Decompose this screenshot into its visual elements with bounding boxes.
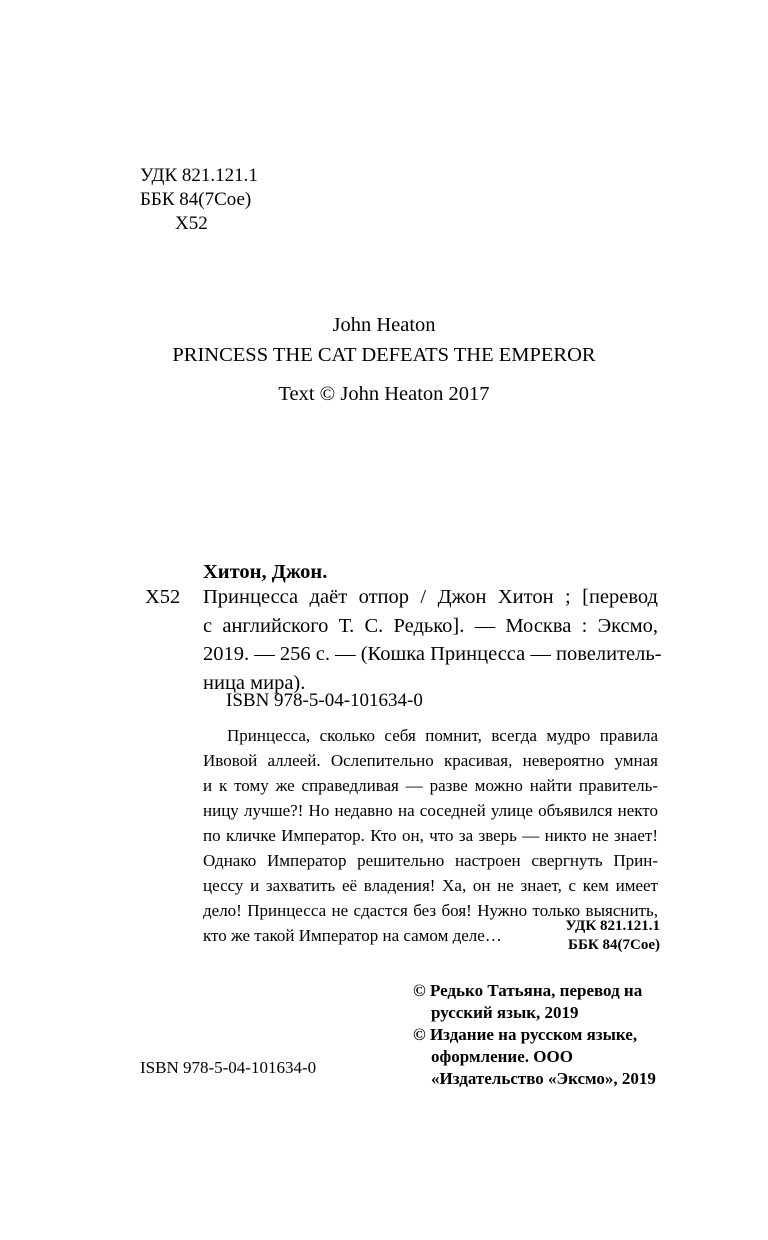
bibliographic-record	[203, 583, 662, 697]
record-line: ница мира).	[203, 671, 306, 694]
annotation-line: и к тому же справедливая — разве можно найти правитель-	[203, 776, 658, 795]
record-line: Принцесса даёт отпор / Джон Хитон ; [перевод	[203, 586, 658, 608]
annotation-line: ницу лучше?! Но недавно на соседней улице объявился некто	[203, 801, 658, 820]
annotation-line: цессу и захватить её владения! Ха, он не знает, с кем имеет	[203, 876, 658, 895]
copyright-line: оформление. ООО	[431, 1047, 573, 1066]
udk-code: УДК 821.121.1	[140, 165, 258, 186]
record-isbn: ISBN 978-5-04-101634-0	[226, 690, 423, 711]
annotation-line: Однако Император решительно настроен свергнуть Прин-	[203, 851, 658, 870]
copyright-block	[413, 980, 656, 1090]
classification-codes-top	[140, 164, 258, 236]
annotation-line: Ивовой аллеей. Ослепительно красивая, невероятно умная	[203, 751, 658, 770]
isbn-bottom: ISBN 978-5-04-101634-0	[140, 1058, 317, 1077]
udk-code: УДК 821.121.1	[565, 918, 660, 934]
original-title: PRINCESS THE CAT DEFEATS THE EMPEROR	[172, 344, 596, 366]
copyright-line: © Издание на русском языке,	[413, 1025, 638, 1044]
record-heading: Хитон, Джон.	[203, 561, 328, 583]
copyright-line: © Редько Татьяна, перевод на	[413, 981, 643, 1000]
copyright-line: «Издательство «Эксмо», 2019	[431, 1069, 656, 1088]
classification-codes-right	[566, 917, 660, 955]
original-author: John Heaton	[332, 314, 436, 336]
annotation-line: дело! Принцесса не сдастся без боя! Нужно только выяснить,	[203, 901, 658, 920]
annotation-line: кто же такой Император на самом деле…	[203, 926, 502, 945]
bbk-code: ББК 84(7Сое)	[568, 937, 660, 953]
annotation-line: по кличке Император. Кто он, что за зверь — никто не знает!	[203, 826, 658, 845]
copyright-line: русский язык, 2019	[431, 1003, 579, 1022]
record-cutter: Х52	[145, 586, 181, 608]
annotation	[203, 723, 658, 948]
cutter-code: Х52	[175, 213, 208, 234]
record-line: 2019. — 256 с. — (Кошка Принцесса — повелитель-	[203, 643, 662, 665]
annotation-line: Принцесса, сколько себя помнит, всегда мудро правила	[227, 726, 658, 745]
original-copyright: Text © John Heaton 2017	[278, 383, 490, 405]
bbk-code: ББК 84(7Сое)	[140, 189, 252, 210]
record-line: с английского Т. С. Редько]. — Москва : Эксмо,	[203, 614, 658, 637]
